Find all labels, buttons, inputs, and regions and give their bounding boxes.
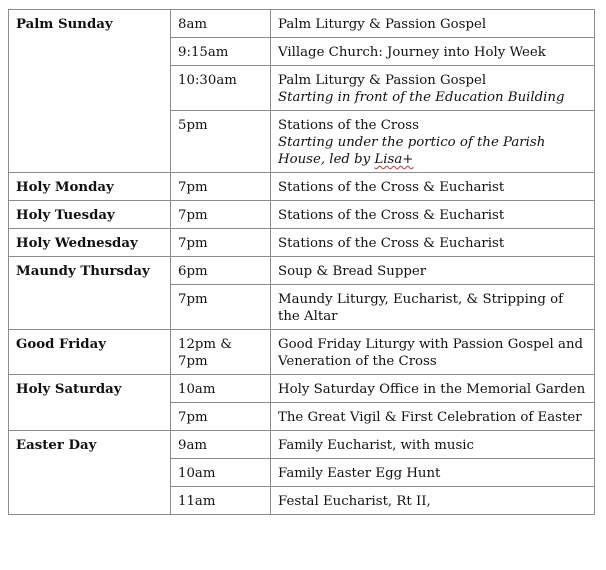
service-time: 6pm <box>171 257 271 285</box>
service-event: Maundy Liturgy, Eucharist, & Stripping of the Altar <box>278 292 564 324</box>
day-cell <box>9 173 171 201</box>
service-note-text: Starting in front of the Education Building <box>278 90 565 105</box>
service-note <box>278 134 588 168</box>
service-event-cell <box>271 173 595 201</box>
day-name: Holy Saturday <box>16 382 122 397</box>
service-note-leader-name: Lisa+ <box>374 152 414 167</box>
day-cell <box>9 375 171 431</box>
service-event-cell <box>271 330 595 375</box>
day-name: Holy Wednesday <box>16 236 138 251</box>
schedule-row <box>9 10 595 38</box>
service-event-cell <box>271 111 595 173</box>
service-event: Family Eucharist, with music <box>278 438 475 453</box>
service-time: 8am <box>171 10 271 38</box>
day-cell <box>9 431 171 515</box>
service-time: 7pm <box>171 173 271 201</box>
service-event: Good Friday Liturgy with Passion Gospel and Veneration of the Cross <box>278 337 584 369</box>
schedule-body <box>9 10 595 515</box>
service-event-cell <box>271 459 595 487</box>
day-cell <box>9 330 171 375</box>
service-time: 7pm <box>171 201 271 229</box>
service-event: Stations of the Cross & Eucharist <box>278 208 505 223</box>
day-cell <box>9 10 171 173</box>
schedule-row <box>9 375 595 403</box>
schedule-row <box>9 257 595 285</box>
service-time: 10am <box>171 375 271 403</box>
service-time: 11am <box>171 487 271 515</box>
service-time: 12pm & 7pm <box>171 330 271 375</box>
day-name: Good Friday <box>16 337 106 352</box>
service-event: Village Church: Journey into Holy Week <box>278 45 546 60</box>
service-event-cell <box>271 201 595 229</box>
service-event: Family Easter Egg Hunt <box>278 466 441 481</box>
day-cell <box>9 257 171 330</box>
service-event: Palm Liturgy & Passion Gospel <box>278 73 487 88</box>
schedule-row <box>9 330 595 375</box>
service-time: 7pm <box>171 403 271 431</box>
service-event-cell <box>271 375 595 403</box>
day-name: Maundy Thursday <box>16 264 150 279</box>
service-time: 10:30am <box>171 66 271 111</box>
day-name: Easter Day <box>16 438 97 453</box>
service-time: 7pm <box>171 285 271 330</box>
schedule-row <box>9 229 595 257</box>
service-event: Palm Liturgy & Passion Gospel <box>278 17 487 32</box>
service-event: Stations of the Cross & Eucharist <box>278 180 505 195</box>
service-note <box>278 89 588 106</box>
holy-week-schedule-table <box>8 9 595 515</box>
schedule-row <box>9 431 595 459</box>
day-cell <box>9 201 171 229</box>
service-event-cell <box>271 10 595 38</box>
service-time: 10am <box>171 459 271 487</box>
day-name: Holy Monday <box>16 180 114 195</box>
schedule-row <box>9 173 595 201</box>
service-event-cell <box>271 229 595 257</box>
day-cell <box>9 229 171 257</box>
service-event-cell <box>271 257 595 285</box>
service-event-cell <box>271 403 595 431</box>
service-event-cell <box>271 66 595 111</box>
service-time: 9:15am <box>171 38 271 66</box>
service-event-cell <box>271 487 595 515</box>
service-event: Stations of the Cross & Eucharist <box>278 236 505 251</box>
schedule-row <box>9 201 595 229</box>
service-event: Festal Eucharist, Rt II, <box>278 494 431 509</box>
service-event: Holy Saturday Office in the Memorial Garden <box>278 382 586 397</box>
service-event: Stations of the Cross <box>278 118 419 133</box>
service-time: 9am <box>171 431 271 459</box>
day-name: Palm Sunday <box>16 17 113 32</box>
service-event-cell <box>271 285 595 330</box>
service-event: The Great Vigil & First Celebration of Easter <box>278 410 582 425</box>
service-event: Soup & Bread Supper <box>278 264 427 279</box>
service-time: 5pm <box>171 111 271 173</box>
service-event-cell <box>271 38 595 66</box>
service-time: 7pm <box>171 229 271 257</box>
day-name: Holy Tuesday <box>16 208 115 223</box>
service-event-cell <box>271 431 595 459</box>
service-note-text: Starting under the portico of the Parish House, led by <box>278 135 546 167</box>
